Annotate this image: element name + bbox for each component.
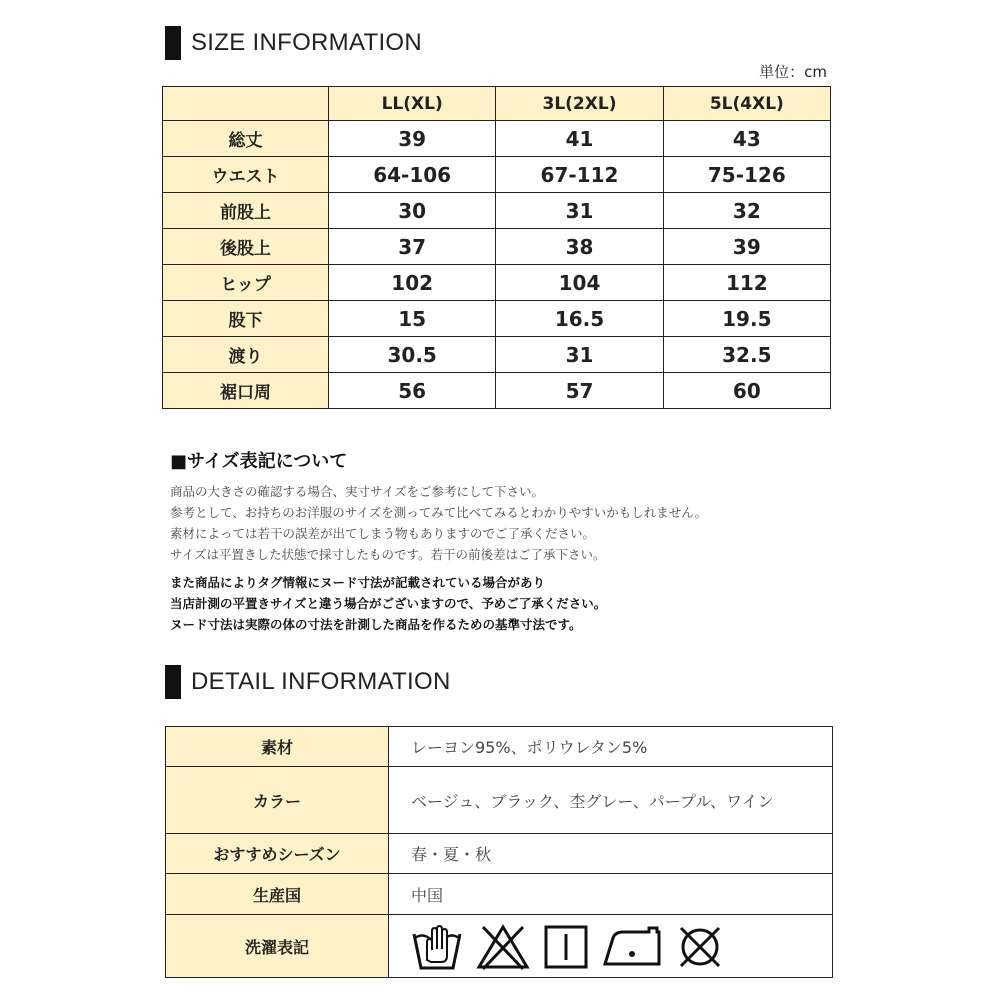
- detail-label: 素材: [166, 727, 389, 767]
- size-cell: 32: [663, 193, 830, 229]
- detail-label: カラー: [166, 767, 389, 834]
- size-cell: 16.5: [496, 301, 663, 337]
- nude-size-note-line: ヌード寸法は実際の体の寸法を計測した商品を作るための基準寸法です。: [170, 617, 582, 632]
- nude-size-note-line: また商品によりタグ情報にヌード寸法が記載されている場合があり: [170, 575, 546, 590]
- size-row-label: ヒップ: [163, 265, 329, 301]
- detail-label: 洗濯表記: [166, 915, 389, 978]
- size-table-corner-cell: [163, 87, 329, 121]
- detail-table: [165, 726, 833, 978]
- size-cell: 39: [663, 229, 830, 265]
- size-cell: 30.5: [329, 337, 496, 373]
- size-cell: 31: [496, 337, 663, 373]
- size-cell: 31: [496, 193, 663, 229]
- size-row-label: 渡り: [163, 337, 329, 373]
- size-cell: 38: [496, 229, 663, 265]
- size-notation-line: サイズは平置きした状態で採寸したものです。若干の前後差はご了承下さい。: [170, 547, 606, 562]
- size-column-header: LL(XL): [329, 87, 496, 121]
- size-notation-line: 参考として、お持ちのお洋服のサイズを測ってみて比べてみるとわかりやすいかもしれません。: [170, 505, 708, 520]
- size-table-header-row: [163, 87, 831, 121]
- size-table-row: [163, 157, 831, 193]
- size-cell: 57: [496, 373, 663, 409]
- detail-value: 中国: [389, 874, 833, 915]
- size-table-row: [163, 337, 831, 373]
- size-row-label: ウエスト: [163, 157, 329, 193]
- size-cell: 19.5: [663, 301, 830, 337]
- size-cell: 64-106: [329, 157, 496, 193]
- detail-row-origin: [166, 874, 833, 915]
- detail-label: 生産国: [166, 874, 389, 915]
- detail-row-care: [166, 915, 833, 978]
- care-symbols-cell: [389, 915, 833, 978]
- size-row-label: 後股上: [163, 229, 329, 265]
- nude-size-note-line: 当店計測の平置きサイズと違う場合がございますので、予めご了承ください。: [170, 596, 607, 611]
- size-cell: 32.5: [663, 337, 830, 373]
- no-bleach-icon: [475, 923, 531, 971]
- size-cell: 60: [663, 373, 830, 409]
- size-row-label: 総丈: [163, 121, 329, 157]
- nude-size-note: [170, 572, 606, 635]
- size-cell: 75-126: [663, 157, 830, 193]
- size-cell: 37: [329, 229, 496, 265]
- size-table-row: [163, 373, 831, 409]
- size-cell: 41: [496, 121, 663, 157]
- drip-dry-icon: [543, 924, 589, 970]
- detail-information-title: DETAIL INFORMATION: [191, 668, 451, 695]
- unit-label: 単位：cm: [759, 63, 827, 81]
- size-table-row: [163, 301, 831, 337]
- detail-value: レーヨン95%、ポリウレタン5%: [389, 727, 833, 767]
- detail-row-material: [166, 727, 833, 767]
- size-table: [162, 86, 831, 409]
- size-cell: 104: [496, 265, 663, 301]
- detail-row-color: [166, 767, 833, 834]
- detail-value: 春・夏・秋: [389, 834, 833, 874]
- size-notation-text: [170, 481, 707, 565]
- size-cell: 15: [329, 301, 496, 337]
- care-symbols: [411, 920, 832, 972]
- heading-bar: [165, 665, 181, 699]
- size-cell: 56: [329, 373, 496, 409]
- size-cell: 39: [329, 121, 496, 157]
- size-cell: 43: [663, 121, 830, 157]
- no-dry-clean-icon: [675, 922, 725, 972]
- size-row-label: 前股上: [163, 193, 329, 229]
- heading-bar: [165, 26, 181, 60]
- size-table-row: [163, 229, 831, 265]
- size-information-heading: [165, 26, 422, 60]
- size-information-title: SIZE INFORMATION: [191, 29, 423, 56]
- size-cell: 112: [663, 265, 830, 301]
- size-column-header: 3L(2XL): [496, 87, 663, 121]
- detail-value: ベージュ、ブラック、杢グレー、パープル、ワイン: [389, 767, 833, 834]
- size-notation-line: 素材によっては若干の誤差が出てしまう物もありますのでご了承ください。: [170, 526, 596, 541]
- detail-label: おすすめシーズン: [166, 834, 389, 874]
- detail-information-heading: [165, 665, 451, 699]
- size-cell: 67-112: [496, 157, 663, 193]
- detail-row-season: [166, 834, 833, 874]
- size-table-row: [163, 121, 831, 157]
- size-cell: 102: [329, 265, 496, 301]
- size-row-label: 股下: [163, 301, 329, 337]
- iron-low-icon: [601, 924, 663, 970]
- size-cell: 30: [329, 193, 496, 229]
- size-notation-title: ■サイズ表記について: [170, 451, 348, 472]
- size-notation-line: 商品の大きさの確認する場合、実寸サイズをご参考にして下さい。: [170, 484, 545, 499]
- size-row-label: 裾口周: [163, 373, 329, 409]
- size-column-header: 5L(4XL): [663, 87, 830, 121]
- size-table-row: [163, 193, 831, 229]
- size-table-row: [163, 265, 831, 301]
- hand-wash-icon: [411, 922, 463, 972]
